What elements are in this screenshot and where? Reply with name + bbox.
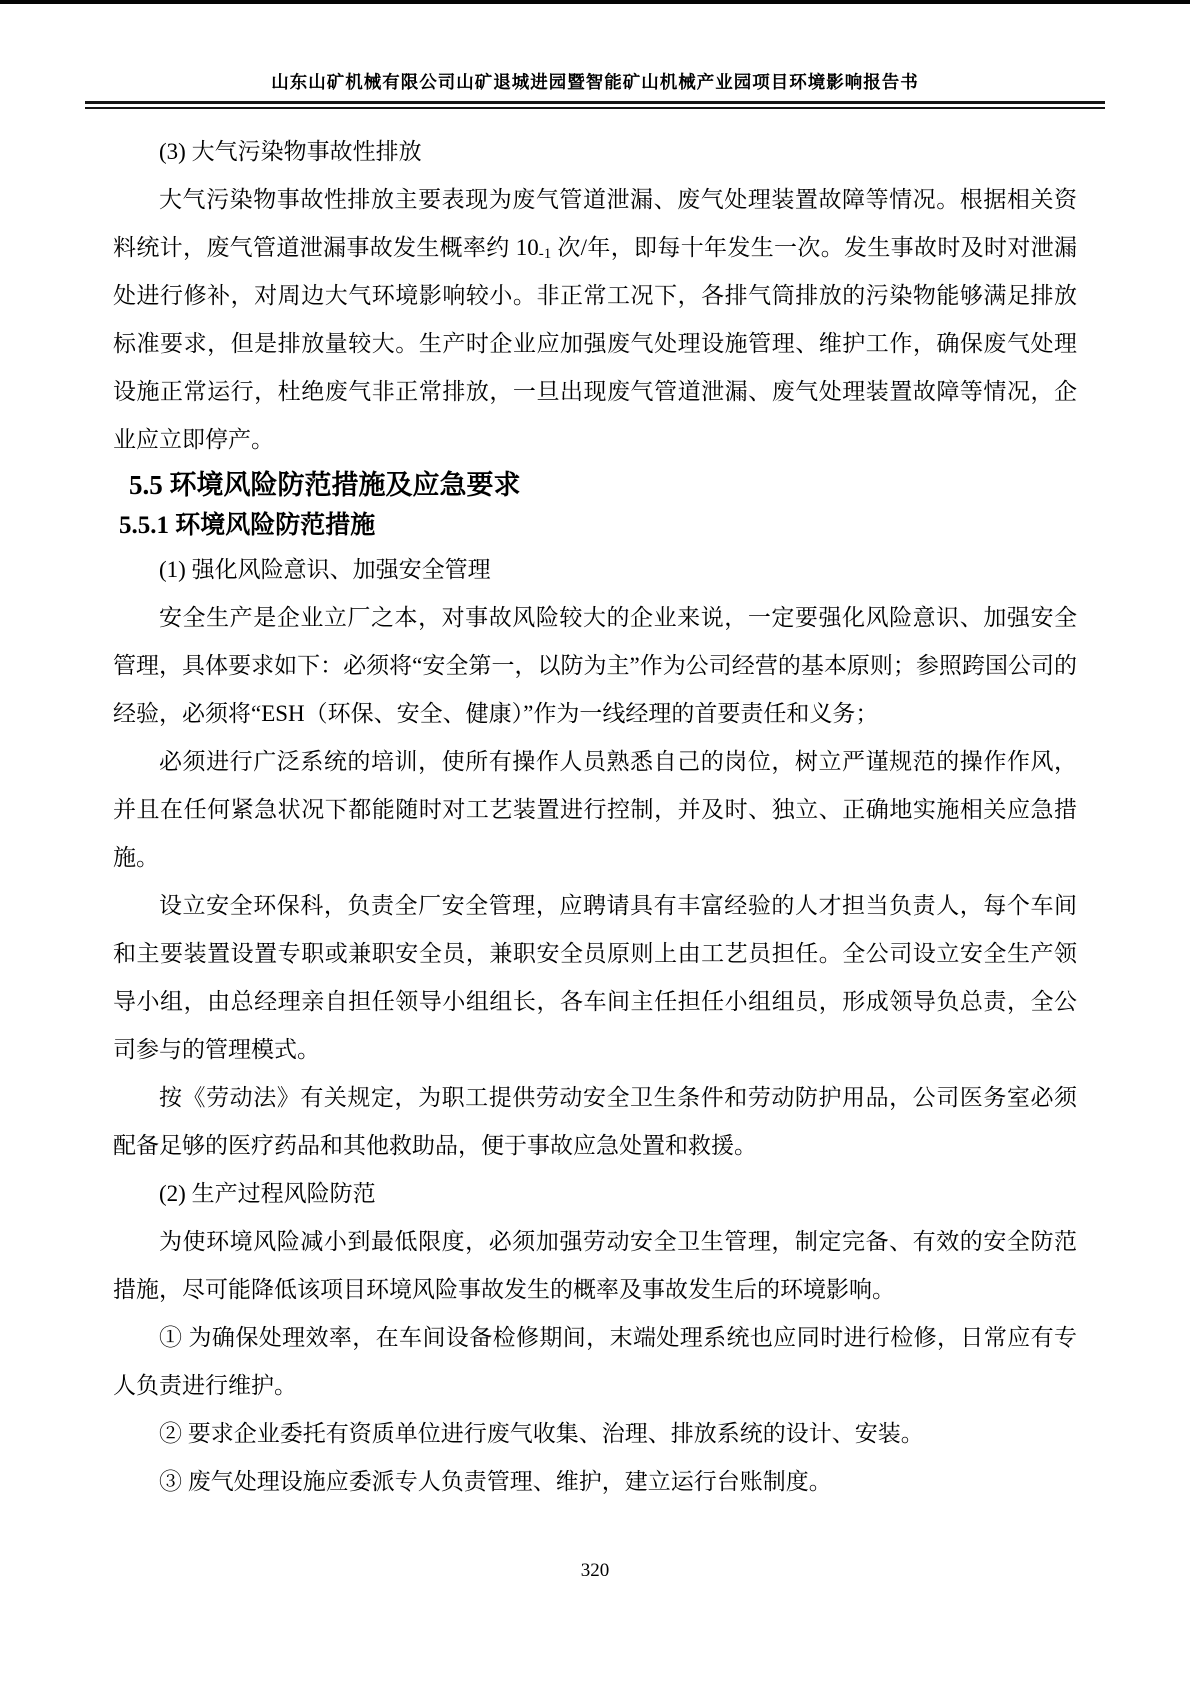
subsection-heading-2: (2) 生产过程风险防范 — [159, 1181, 376, 1206]
section-title-5-5: 5.5 环境风险防范措施及应急要求 — [129, 470, 521, 500]
document-body — [113, 128, 1077, 1506]
subsection-heading-3: (3) 大气污染物事故性排放 — [159, 139, 422, 164]
report-header-title: 山东山矿机械有限公司山矿退城进园暨智能矿山机械产业园项目环境影响报告书 — [271, 72, 919, 92]
page-header — [85, 70, 1105, 109]
subsection-heading-1: (1) 强化风险意识、加强安全管理 — [159, 557, 491, 582]
paragraph-text: 次/年，即每十年发生一次。发生事故时及时对泄漏处进行修补，对周边大气环境影响较小。非正常工况下，各排气筒排放的污染物能够满足排放标准要求，但是排放量较大。生产时企业应加强废气处理设施管理、维护工作，确保废气处理设施正常运行，杜绝废气非正常排放，一旦出现废气管道泄漏、废气处理装置故障等情况，企业应立即停产。 — [113, 235, 1078, 452]
list-item-1: ① 为确保处理效率，在车间设备检修期间，末端处理系统也应同时进行检修，日常应有专人负责进行维护。 — [113, 1325, 1077, 1398]
paragraph-safety-department: 设立安全环保科，负责全厂安全管理，应聘请具有丰富经验的人才担当负责人，每个车间和主要装置设置专职或兼职安全员，兼职安全员原则上由工艺员担任。全公司设立安全生产领导小组，由总经理亲自担任领导小组组长，各车间主任担任小组组员，形成领导负总责，全公司参与的管理模式。 — [113, 893, 1077, 1062]
page-footer — [0, 1560, 1190, 1582]
paragraph-labor-law: 按《劳动法》有关规定，为职工提供劳动安全卫生条件和劳动防护用品，公司医务室必须配备足够的医疗药品和其他救助品，便于事故应急处置和救援。 — [113, 1085, 1077, 1158]
list-item-2: ② 要求企业委托有资质单位进行废气收集、治理、排放系统的设计、安装。 — [159, 1421, 924, 1446]
scan-edge-line — [0, 0, 1190, 4]
paragraph-training: 必须进行广泛系统的培训，使所有操作人员熟悉自己的岗位，树立严谨规范的操作作风，并且在任何紧急状况下都能随时对工艺装置进行控制，并及时、独立、正确地实施相关应急措施。 — [113, 749, 1077, 870]
section-title-5-5-1: 5.5.1 环境风险防范措施 — [119, 512, 376, 539]
list-item-3: ③ 废气处理设施应委派专人负责管理、维护，建立运行台账制度。 — [159, 1469, 832, 1494]
subscript-exponent: -1 — [538, 246, 552, 262]
paragraph-safety-production: 安全生产是企业立厂之本，对事故风险较大的企业来说，一定要强化风险意识、加强安全管理，具体要求如下：必须将“安全第一，以防为主”作为公司经营的基本原则；参照跨国公司的经验，必须将“ESH（环保、安全、健康）”作为一线经理的首要责任和义务； — [113, 605, 1077, 726]
paragraph-text: 大气污染物事故性排放主要表现为废气管道泄漏、废气处理装置故障等情况。根据相关资料统计，废气管道泄漏事故发生概率约 10 — [113, 187, 1077, 260]
paragraph-risk-reduction: 为使环境风险减小到最低限度，必须加强劳动安全卫生管理，制定完备、有效的安全防范措施，尽可能降低该项目环境风险事故发生的概率及事故发生后的环境影响。 — [113, 1229, 1077, 1302]
paragraph-accident-emission — [113, 176, 1077, 464]
page-number: 320 — [580, 1560, 610, 1581]
header-double-rule — [85, 101, 1105, 109]
